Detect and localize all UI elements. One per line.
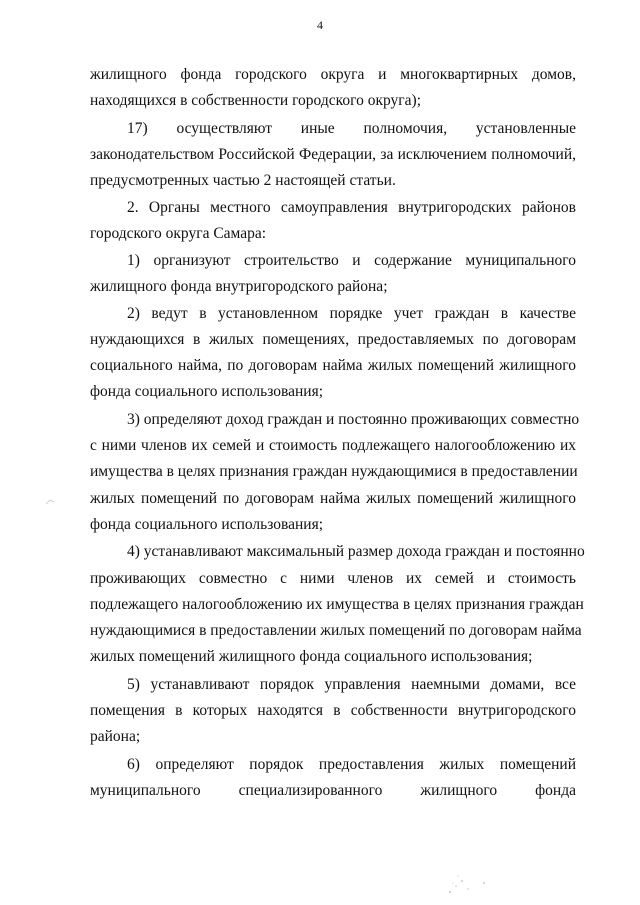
text-line: 2) ведут в установленном порядке учет граждан в качестве	[127, 305, 576, 322]
text-line: нуждающихся в жилых помещениях, предоставляемых по договорам	[90, 331, 576, 348]
text-line: социального найма, по договорам найма жилых помещений жилищного	[90, 357, 576, 374]
text-line: жилых помещений по договорам найма жилых помещений жилищного	[90, 490, 576, 507]
scan-edge-mark	[45, 498, 55, 506]
text-line: законодательством Российской Федерации, за исключением полномочий,	[90, 146, 576, 163]
text-line: фонда социального использования;	[90, 383, 324, 400]
text-line: 2. Органы местного самоуправления внутригородских районов	[127, 199, 576, 216]
text-line: 4) устанавливают максимальный размер дохода граждан и постоянно	[127, 543, 585, 560]
text-line: жилых помещений жилищного фонда социального использования;	[90, 648, 533, 665]
text-line: жилищного фонда городского округа и многоквартирных домов,	[90, 66, 576, 83]
text-line: проживающих совместно с ними членов их семей и стоимость	[90, 570, 576, 587]
text-line: жилищного фонда внутригородского района;	[90, 278, 388, 295]
text-line: с ними членов их семей и стоимость подлежащего налогообложению их	[90, 437, 576, 454]
text-line: 6) определяют порядок предоставления жилых помещений	[127, 756, 576, 773]
text-line: 17) осуществляют иные полномочия, установленные	[127, 120, 576, 137]
text-line: муниципального специализированного жилищного фонда	[90, 782, 576, 799]
text-line: нуждающимися в предоставлении жилых помещений по договорам найма	[90, 622, 582, 639]
text-line: 3) определяют доход граждан и постоянно проживающих совместно	[127, 411, 580, 428]
page-number: 4	[317, 18, 323, 32]
text-line: подлежащего налогообложению их имущества в целях признания граждан	[90, 596, 584, 613]
text-line: 5) устанавливают порядок управления наемными домами, все	[127, 676, 576, 693]
text-line: предусмотренных частью 2 настоящей статьи.	[90, 172, 396, 189]
text-line: фонда социального использования;	[90, 516, 324, 533]
scan-specks	[444, 872, 494, 897]
text-line: имущества в целях признания граждан нуждающимися в предоставлении	[90, 463, 578, 480]
text-line: находящихся в собственности городского округа);	[90, 92, 422, 109]
text-line: помещения в которых находятся в собственности внутригородского	[90, 702, 576, 719]
text-line: района;	[90, 728, 141, 745]
text-line: 1) организуют строительство и содержание муниципального	[127, 252, 576, 269]
text-line: городского округа Самара:	[90, 225, 267, 242]
